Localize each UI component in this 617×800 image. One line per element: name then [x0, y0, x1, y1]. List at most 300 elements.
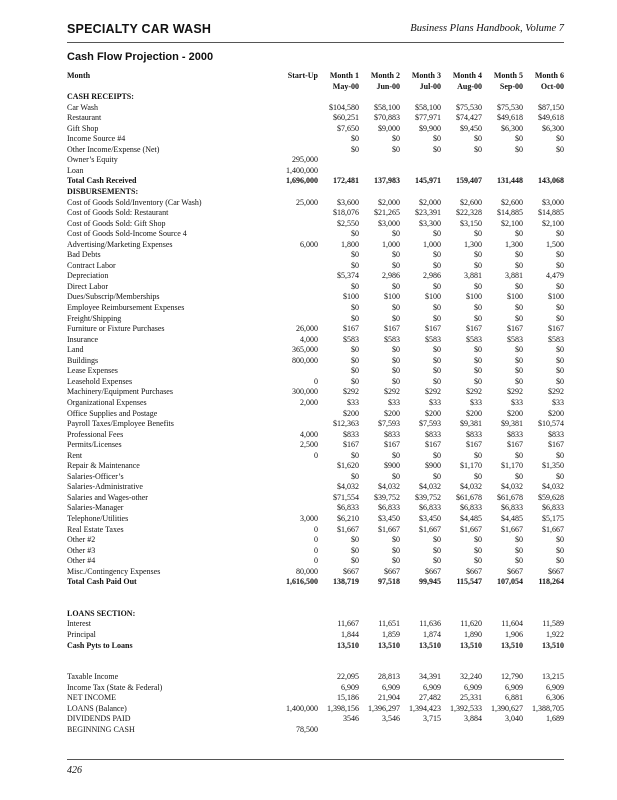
month-5-cell: $14,885	[497, 208, 523, 218]
month-1-cell: 172,481	[333, 176, 359, 186]
month-2-cell	[359, 155, 400, 166]
spacer-row	[67, 588, 564, 599]
month-2-cell: $2,000	[378, 197, 400, 207]
month-1-cell: 3546	[343, 714, 359, 724]
month-1-cell: $167	[343, 324, 359, 334]
month-6-cell: $49,618	[538, 113, 564, 123]
month-4-cell: $1,667	[460, 524, 482, 534]
month-2-cell: $7,593	[378, 419, 400, 429]
month-4-cell: $0	[474, 134, 482, 144]
month-1-cell: 1,844	[341, 629, 359, 639]
month-4-cell: $9,450	[460, 123, 482, 133]
row-label: Taxable Income	[67, 672, 119, 682]
month-4-cell: $167	[466, 324, 482, 334]
table-row	[67, 567, 564, 578]
month-1-cell: $0	[351, 313, 359, 323]
row-label: Cost of Goods Sold-Income Source 4	[67, 229, 187, 239]
column-header-spacer	[276, 82, 318, 93]
month-2-cell: $0	[392, 545, 400, 555]
table-row	[67, 714, 564, 725]
row-label: Cost of Goods Sold: Restaurant	[67, 208, 169, 218]
month-3-cell: $0	[433, 355, 441, 365]
month-3-cell: $167	[425, 440, 441, 450]
month-1-cell: $60,251	[333, 113, 359, 123]
month-1-cell: $1,620	[337, 461, 359, 471]
month-3-cell: $0	[433, 144, 441, 154]
month-1-cell: $200	[343, 408, 359, 418]
spacer-cell	[67, 662, 564, 673]
startup-cell: 2,000	[300, 397, 318, 407]
month-3-cell: 3,715	[423, 714, 441, 724]
startup-cell: 1,400,000	[286, 703, 318, 713]
month-4-cell: $0	[474, 229, 482, 239]
month-2-cell: $167	[384, 440, 400, 450]
table-row	[67, 324, 564, 335]
header-rule	[67, 42, 564, 43]
startup-cell	[276, 314, 318, 325]
month-4-cell: $0	[474, 281, 482, 291]
month-1-cell: $0	[351, 545, 359, 555]
month-5-cell: $4,485	[501, 513, 523, 523]
month-1-cell: 138,719	[333, 577, 359, 587]
table-row	[67, 356, 564, 367]
row-label: Salaries-Administrative	[67, 482, 143, 492]
month-2-cell: $3,000	[378, 218, 400, 228]
column-header-month-5: Month 5	[493, 71, 523, 80]
month-5-cell: $0	[515, 303, 523, 313]
month-3-cell: $0	[433, 250, 441, 260]
month-6-cell: $4,032	[542, 482, 564, 492]
month-2-cell: $4,032	[378, 482, 400, 492]
month-2-cell: $58,100	[374, 102, 400, 112]
month-4-cell	[441, 725, 482, 736]
month-6-cell: $583	[548, 334, 564, 344]
row-label: Contract Labor	[67, 260, 116, 270]
month-2-cell: $0	[392, 376, 400, 386]
table-row	[67, 683, 564, 694]
month-3-cell: 6,909	[423, 682, 441, 692]
month-5-cell: 6,909	[505, 682, 523, 692]
row-label: LOANS (Balance)	[67, 703, 127, 713]
startup-cell: 0	[314, 376, 318, 386]
month-1-cell: 13,510	[337, 640, 359, 650]
month-5-cell: $583	[507, 334, 523, 344]
month-6-cell: $10,574	[538, 419, 564, 429]
month-2-cell: $0	[392, 355, 400, 365]
month-5-cell: 3,040	[505, 714, 523, 724]
month-2-cell: $200	[384, 408, 400, 418]
row-label: Furniture or Fixture Purchases	[67, 324, 165, 334]
month-6-cell	[523, 166, 564, 177]
row-label: Machinery/Equipment Purchases	[67, 387, 173, 397]
row-label: Bad Debts	[67, 250, 101, 260]
month-6-cell	[523, 725, 564, 736]
table-row	[67, 409, 564, 420]
month-1-cell: $0	[351, 535, 359, 545]
startup-cell	[276, 124, 318, 135]
month-2-cell: $667	[384, 566, 400, 576]
month-2-cell: $0	[392, 366, 400, 376]
spacer-cell	[67, 598, 564, 609]
month-3-cell: 99,945	[419, 577, 441, 587]
month-1-cell: $667	[343, 566, 359, 576]
row-label: Other #4	[67, 556, 96, 566]
table-row	[67, 503, 564, 514]
table-row	[67, 229, 564, 240]
table-row	[67, 398, 564, 409]
month-5-cell: $0	[515, 450, 523, 460]
month-5-cell: $0	[515, 355, 523, 365]
month-2-cell	[359, 187, 400, 198]
month-6-cell: $200	[548, 408, 564, 418]
month-5-cell	[482, 725, 523, 736]
startup-cell	[276, 683, 318, 694]
month-4-cell: $0	[474, 545, 482, 555]
month-5-cell: $61,678	[497, 492, 523, 502]
startup-cell	[276, 229, 318, 240]
spacer-cell	[67, 651, 564, 662]
row-label: Employee Reimbursement Expenses	[67, 303, 185, 313]
month-4-cell: $0	[474, 471, 482, 481]
month-6-cell: $5,175	[542, 513, 564, 523]
month-2-cell: 2,986	[382, 271, 400, 281]
month-5-cell: $0	[515, 250, 523, 260]
month-2-cell: 11,651	[378, 619, 400, 629]
month-5-cell: $0	[515, 260, 523, 270]
month-3-cell: $900	[425, 461, 441, 471]
month-3-cell: $1,667	[419, 524, 441, 534]
month-5-cell: $0	[515, 313, 523, 323]
startup-cell	[276, 714, 318, 725]
month-2-cell: $0	[392, 281, 400, 291]
startup-cell: 6,000	[300, 239, 318, 249]
month-1-cell: $0	[351, 260, 359, 270]
startup-cell: 800,000	[292, 355, 318, 365]
month-3-cell: $33	[429, 397, 441, 407]
startup-cell	[276, 503, 318, 514]
month-5-cell: $4,032	[501, 482, 523, 492]
month-4-cell: $9,381	[460, 419, 482, 429]
month-2-cell: $0	[392, 250, 400, 260]
row-label: Buildings	[67, 355, 99, 365]
month-4-cell	[441, 92, 482, 103]
month-5-cell: $0	[515, 134, 523, 144]
startup-cell: 4,000	[300, 429, 318, 439]
month-1-cell: $6,210	[337, 513, 359, 523]
month-6-cell: $87,150	[538, 102, 564, 112]
month-1-cell: $0	[351, 556, 359, 566]
month-6-cell: $667	[548, 566, 564, 576]
table-row	[67, 261, 564, 272]
startup-cell: 0	[314, 535, 318, 545]
month-2-cell: $583	[384, 334, 400, 344]
month-3-cell: $4,032	[419, 482, 441, 492]
month-3-cell: 11,636	[419, 619, 441, 629]
startup-cell	[276, 113, 318, 124]
month-2-cell: $292	[384, 387, 400, 397]
column-header-date-1: May-00	[332, 81, 359, 91]
row-label: Permits/Licenses	[67, 440, 122, 450]
startup-cell	[276, 282, 318, 293]
month-4-cell: 6,909	[464, 682, 482, 692]
month-5-cell: $2,100	[501, 218, 523, 228]
table-row	[67, 155, 564, 166]
row-label: Total Cash Received	[67, 176, 137, 186]
month-3-cell: $0	[433, 366, 441, 376]
month-4-cell: 13,510	[460, 640, 482, 650]
startup-cell	[276, 472, 318, 483]
running-header	[67, 18, 564, 40]
table-row	[67, 525, 564, 536]
month-2-cell: 6,909	[382, 682, 400, 692]
table-row	[67, 113, 564, 124]
month-5-cell: $1,667	[501, 524, 523, 534]
month-3-cell	[400, 187, 441, 198]
month-2-cell: $6,833	[378, 503, 400, 513]
month-5-cell: $100	[507, 292, 523, 302]
month-4-cell: $74,427	[456, 113, 482, 123]
month-4-cell: 11,620	[460, 619, 482, 629]
month-6-cell	[523, 155, 564, 166]
month-1-cell: $12,363	[333, 419, 359, 429]
month-1-cell: $4,032	[337, 482, 359, 492]
month-6-cell: 1,500	[546, 239, 564, 249]
month-5-cell	[482, 155, 523, 166]
month-1-cell	[318, 609, 359, 620]
month-1-cell: $1,667	[337, 524, 359, 534]
table-row	[67, 166, 564, 177]
startup-cell: 0	[314, 524, 318, 534]
month-4-cell: 32,240	[460, 672, 482, 682]
row-label: Income Source #4	[67, 134, 126, 144]
row-label: Cash Pyts to Loans	[67, 640, 133, 650]
month-5-cell: $200	[507, 408, 523, 418]
month-4-cell: $0	[474, 313, 482, 323]
month-4-cell	[441, 155, 482, 166]
month-3-cell: $100	[425, 292, 441, 302]
month-5-cell: $167	[507, 440, 523, 450]
month-6-cell: $0	[556, 250, 564, 260]
month-3-cell: 34,391	[419, 672, 441, 682]
row-label: Advertising/Marketing Expenses	[67, 239, 173, 249]
startup-cell: 2,500	[300, 440, 318, 450]
row-label: DIVIDENDS PAID	[67, 714, 131, 724]
month-5-cell: 3,881	[505, 271, 523, 281]
startup-cell	[276, 134, 318, 145]
month-2-cell: 21,904	[378, 693, 400, 703]
month-2-cell: $0	[392, 144, 400, 154]
row-label: Interest	[67, 619, 91, 629]
month-3-cell: $9,900	[419, 123, 441, 133]
month-6-cell: $6,833	[542, 503, 564, 513]
month-5-cell: $0	[515, 556, 523, 566]
row-label: Direct Labor	[67, 281, 109, 291]
month-5-cell: $1,170	[501, 461, 523, 471]
table-row	[67, 124, 564, 135]
table-row	[67, 366, 564, 377]
row-label: DISBURSEMENTS:	[67, 187, 139, 197]
row-label: Rent	[67, 450, 83, 460]
month-3-cell: $0	[433, 281, 441, 291]
startup-cell: 0	[314, 556, 318, 566]
footer-rule	[67, 759, 564, 760]
month-3-cell: $667	[425, 566, 441, 576]
month-5-cell: $0	[515, 545, 523, 555]
month-3-cell: 13,510	[419, 640, 441, 650]
table-row	[67, 609, 564, 620]
month-5-cell	[482, 166, 523, 177]
month-1-cell	[318, 155, 359, 166]
month-2-cell: 28,813	[378, 672, 400, 682]
month-4-cell: $0	[474, 250, 482, 260]
table-row	[67, 145, 564, 156]
month-1-cell: $6,833	[337, 503, 359, 513]
row-label: Dues/Subscrip/Memberships	[67, 292, 160, 302]
month-1-cell: $167	[343, 440, 359, 450]
month-6-cell: $0	[556, 144, 564, 154]
month-2-cell: 1,000	[382, 239, 400, 249]
table-row	[67, 430, 564, 441]
startup-cell: 0	[314, 450, 318, 460]
table-row	[67, 176, 564, 187]
startup-cell: 1,400,000	[286, 165, 318, 175]
month-6-cell: $33	[552, 397, 564, 407]
table-row	[67, 419, 564, 430]
row-label: Salaries and Wages-other	[67, 492, 148, 502]
month-1-cell: $2,550	[337, 218, 359, 228]
month-6-cell: $0	[556, 556, 564, 566]
cash-flow-table	[67, 71, 564, 735]
table-row	[67, 693, 564, 704]
month-1-cell: $292	[343, 387, 359, 397]
table-row	[67, 387, 564, 398]
month-3-cell: $0	[433, 556, 441, 566]
row-label: Insurance	[67, 334, 99, 344]
month-5-cell: $292	[507, 387, 523, 397]
month-2-cell: $21,265	[374, 208, 400, 218]
startup-cell: 80,000	[296, 566, 318, 576]
month-4-cell: $33	[470, 397, 482, 407]
month-3-cell: $167	[425, 324, 441, 334]
month-4-cell: $6,833	[460, 503, 482, 513]
month-4-cell: $100	[466, 292, 482, 302]
month-1-cell: $0	[351, 366, 359, 376]
month-1-cell	[318, 187, 359, 198]
month-5-cell	[482, 609, 523, 620]
row-label: Car Wash	[67, 102, 98, 112]
table-row	[67, 134, 564, 145]
row-label: Other Income/Expense (Net)	[67, 144, 160, 154]
month-2-cell: $900	[384, 461, 400, 471]
month-2-cell: $33	[388, 397, 400, 407]
startup-cell	[276, 145, 318, 156]
row-label: Gift Shop	[67, 123, 99, 133]
month-3-cell: $77,971	[415, 113, 441, 123]
month-2-cell: $833	[384, 429, 400, 439]
month-2-cell: $0	[392, 345, 400, 355]
month-6-cell: $0	[556, 545, 564, 555]
month-4-cell: $200	[466, 408, 482, 418]
table-row	[67, 619, 564, 630]
month-6-cell: $100	[548, 292, 564, 302]
month-2-cell: $39,752	[374, 492, 400, 502]
month-4-cell: 3,881	[464, 271, 482, 281]
month-2-cell: 137,983	[374, 176, 400, 186]
month-5-cell	[482, 187, 523, 198]
row-label: Telephone/Utilities	[67, 513, 129, 523]
month-3-cell: 145,971	[415, 176, 441, 186]
month-1-cell: $0	[351, 345, 359, 355]
month-4-cell: 1,392,533	[450, 703, 482, 713]
table-row	[67, 345, 564, 356]
table-row	[67, 240, 564, 251]
month-6-cell: 6,909	[546, 682, 564, 692]
table-row	[67, 440, 564, 451]
month-6-cell: 1,388,705	[532, 703, 564, 713]
startup-cell	[276, 461, 318, 472]
month-4-cell: $61,678	[456, 492, 482, 502]
month-6-cell: $292	[548, 387, 564, 397]
startup-cell: 365,000	[292, 345, 318, 355]
startup-cell: 295,000	[292, 155, 318, 165]
month-2-cell: 1,396,297	[368, 703, 400, 713]
month-6-cell: $167	[548, 324, 564, 334]
month-5-cell: $0	[515, 535, 523, 545]
month-6-cell: $2,100	[542, 218, 564, 228]
month-4-cell: $3,150	[460, 218, 482, 228]
row-label: Principal	[67, 629, 96, 639]
column-header-month-1: Month 1	[329, 71, 359, 80]
table-row	[67, 514, 564, 525]
row-label: Organizational Expenses	[67, 397, 147, 407]
month-3-cell: $0	[433, 545, 441, 555]
month-6-cell: 11,589	[542, 619, 564, 629]
spacer-cell	[67, 588, 564, 599]
month-1-cell: $71,554	[333, 492, 359, 502]
row-label: NET INCOME	[67, 693, 116, 703]
month-6-cell: $0	[556, 450, 564, 460]
month-4-cell: $22,328	[456, 208, 482, 218]
month-3-cell	[400, 155, 441, 166]
spacer-row	[67, 662, 564, 673]
month-6-cell: $0	[556, 535, 564, 545]
month-1-cell: $0	[351, 303, 359, 313]
row-label: CASH RECEIPTS:	[67, 92, 134, 102]
month-6-cell: $6,300	[542, 123, 564, 133]
month-6-cell: $0	[556, 376, 564, 386]
month-3-cell: $292	[425, 387, 441, 397]
month-3-cell: $2,000	[419, 197, 441, 207]
month-2-cell: $0	[392, 303, 400, 313]
month-3-cell	[400, 725, 441, 736]
month-4-cell: $0	[474, 366, 482, 376]
row-label: BEGINNING CASH	[67, 724, 135, 734]
month-6-cell: 4,479	[546, 271, 564, 281]
month-4-cell: 3,884	[464, 714, 482, 724]
row-label: Misc./Contingency Expenses	[67, 566, 161, 576]
month-2-cell: $0	[392, 471, 400, 481]
table-row	[67, 672, 564, 683]
month-6-cell: $0	[556, 303, 564, 313]
month-2-cell: $167	[384, 324, 400, 334]
month-3-cell: $3,300	[419, 218, 441, 228]
column-header-date-6: Oct-00	[540, 81, 564, 91]
table-row	[67, 282, 564, 293]
month-5-cell: 13,510	[501, 640, 523, 650]
month-4-cell: $167	[466, 440, 482, 450]
spacer-row	[67, 651, 564, 662]
month-2-cell: 1,859	[382, 629, 400, 639]
